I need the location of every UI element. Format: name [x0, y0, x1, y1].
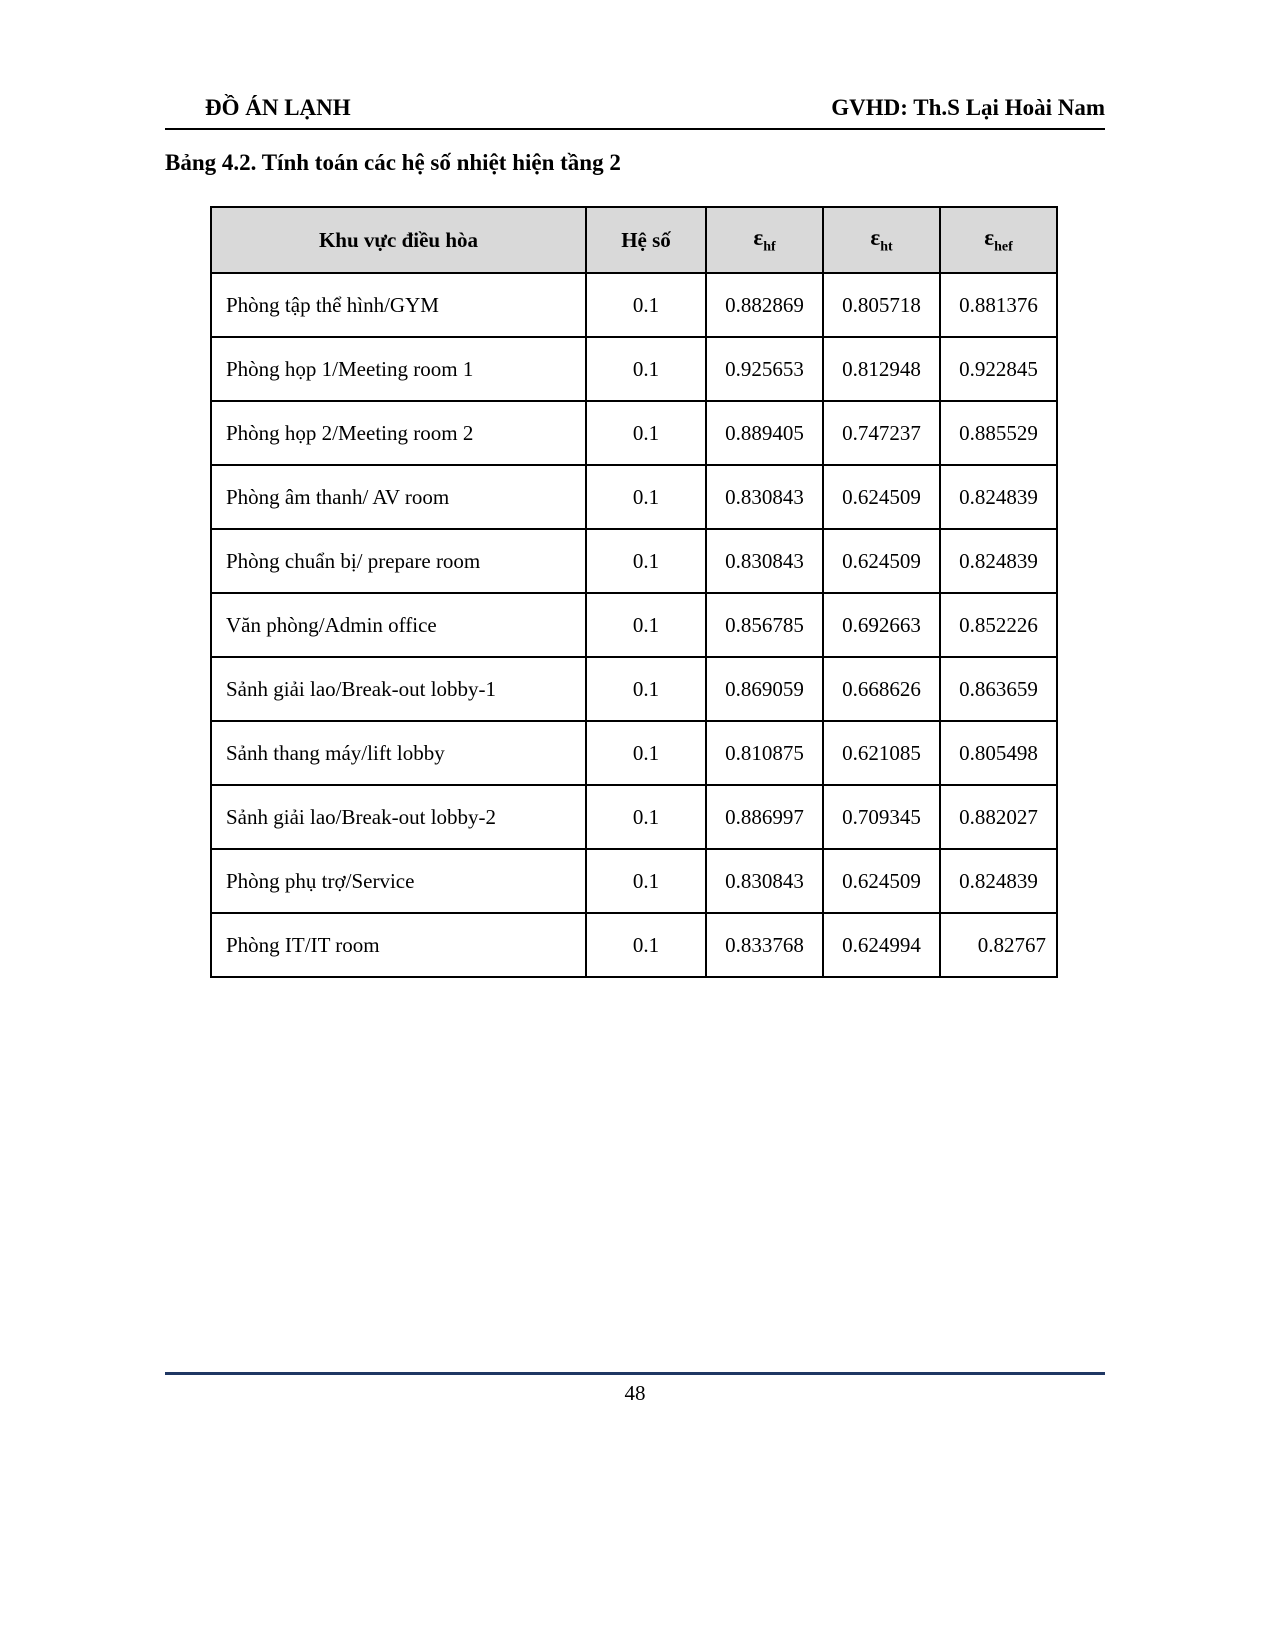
- cell-coef: 0.1: [586, 273, 706, 337]
- cell-eps-hf: 0.889405: [706, 401, 823, 465]
- cell-eps-hf: 0.833768: [706, 913, 823, 977]
- cell-eps-hef: 0.82767: [940, 913, 1057, 977]
- heat-coefficient-table: [210, 206, 1058, 978]
- cell-eps-ht: 0.624509: [823, 849, 940, 913]
- cell-area: Phòng họp 1/Meeting room 1: [211, 337, 586, 401]
- cell-coef: 0.1: [586, 401, 706, 465]
- table-row: [211, 593, 1057, 657]
- cell-eps-hf: 0.882869: [706, 273, 823, 337]
- cell-eps-ht: 0.709345: [823, 785, 940, 849]
- cell-eps-ht: 0.624509: [823, 465, 940, 529]
- cell-eps-hf: 0.869059: [706, 657, 823, 721]
- cell-eps-hef: 0.863659: [940, 657, 1057, 721]
- cell-eps-ht: 0.668626: [823, 657, 940, 721]
- cell-coef: 0.1: [586, 849, 706, 913]
- table-row: [211, 849, 1057, 913]
- column-header-eps-ht: $\varepsilon_{ht}$: [823, 207, 940, 273]
- cell-eps-hef: 0.824839: [940, 465, 1057, 529]
- cell-eps-hf: 0.830843: [706, 529, 823, 593]
- cell-eps-ht: 0.805718: [823, 273, 940, 337]
- cell-area: Phòng phụ trợ/Service: [211, 849, 586, 913]
- column-header-area: Khu vực điều hòa: [211, 207, 586, 273]
- cell-eps-hef: 0.824839: [940, 529, 1057, 593]
- cell-area: Văn phòng/Admin office: [211, 593, 586, 657]
- cell-eps-hf: 0.886997: [706, 785, 823, 849]
- cell-area: Sảnh thang máy/lift lobby: [211, 721, 586, 785]
- cell-eps-hef: 0.852226: [940, 593, 1057, 657]
- column-header-eps-hf: $\varepsilon_{hf}$: [706, 207, 823, 273]
- table-row: [211, 465, 1057, 529]
- table-row: [211, 913, 1057, 977]
- page-number: 48: [624, 1381, 646, 1405]
- cell-coef: 0.1: [586, 337, 706, 401]
- cell-coef: 0.1: [586, 465, 706, 529]
- page-content: [165, 0, 1105, 978]
- cell-coef: 0.1: [586, 913, 706, 977]
- table-row: [211, 337, 1057, 401]
- cell-area: Phòng tập thể hình/GYM: [211, 273, 586, 337]
- table-row: [211, 785, 1057, 849]
- cell-eps-hef: 0.885529: [940, 401, 1057, 465]
- table-row: [211, 401, 1057, 465]
- cell-coef: 0.1: [586, 529, 706, 593]
- cell-area: Sảnh giải lao/Break-out lobby-2: [211, 785, 586, 849]
- table-header-row: [211, 207, 1057, 273]
- cell-area: Phòng IT/IT room: [211, 913, 586, 977]
- cell-area: Phòng chuẩn bị/ prepare room: [211, 529, 586, 593]
- cell-eps-hf: 0.810875: [706, 721, 823, 785]
- table-row: [211, 273, 1057, 337]
- cell-eps-ht: 0.692663: [823, 593, 940, 657]
- cell-eps-hf: 0.830843: [706, 465, 823, 529]
- cell-coef: 0.1: [586, 657, 706, 721]
- page-header: [165, 0, 1105, 130]
- cell-eps-hef: 0.824839: [940, 849, 1057, 913]
- cell-eps-hef: 0.882027: [940, 785, 1057, 849]
- cell-eps-hf: 0.925653: [706, 337, 823, 401]
- cell-eps-ht: 0.624994: [823, 913, 940, 977]
- cell-eps-hf: 0.856785: [706, 593, 823, 657]
- column-header-eps-hef: $\varepsilon_{hef}$: [940, 207, 1057, 273]
- cell-eps-hef: 0.922845: [940, 337, 1057, 401]
- page-footer: [165, 1372, 1105, 1406]
- cell-eps-ht: 0.812948: [823, 337, 940, 401]
- table-caption: Bảng 4.2. Tính toán các hệ số nhiệt hiện tầng 2: [165, 150, 621, 175]
- cell-area: Phòng âm thanh/ AV room: [211, 465, 586, 529]
- cell-coef: 0.1: [586, 785, 706, 849]
- table-row: [211, 721, 1057, 785]
- cell-eps-hf: 0.830843: [706, 849, 823, 913]
- cell-eps-ht: 0.621085: [823, 721, 940, 785]
- table-row: [211, 657, 1057, 721]
- cell-coef: 0.1: [586, 593, 706, 657]
- cell-eps-hef: 0.805498: [940, 721, 1057, 785]
- column-header-coef: Hệ số: [586, 207, 706, 273]
- cell-coef: 0.1: [586, 721, 706, 785]
- header-doc-title: ĐỒ ÁN LẠNH: [205, 95, 351, 120]
- table-row: [211, 529, 1057, 593]
- header-supervisor: GVHD: Th.S Lại Hoài Nam: [831, 95, 1105, 120]
- cell-area: Phòng họp 2/Meeting room 2: [211, 401, 586, 465]
- cell-eps-ht: 0.747237: [823, 401, 940, 465]
- cell-eps-hef: 0.881376: [940, 273, 1057, 337]
- cell-area: Sảnh giải lao/Break-out lobby-1: [211, 657, 586, 721]
- cell-eps-ht: 0.624509: [823, 529, 940, 593]
